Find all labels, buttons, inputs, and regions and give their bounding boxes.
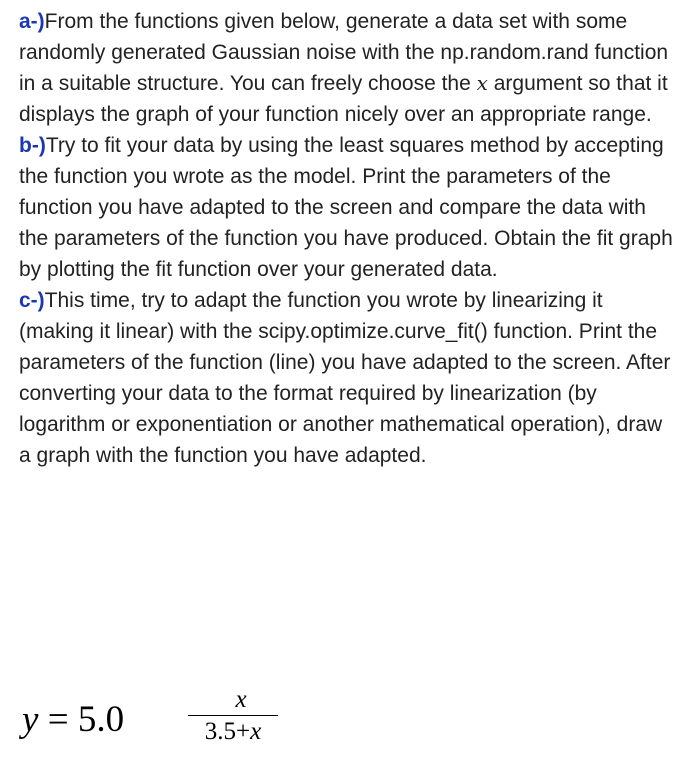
question-c xyxy=(19,285,679,471)
question-b xyxy=(19,130,679,285)
question-a-variable: x xyxy=(476,71,488,95)
formula-denominator-var: x xyxy=(250,718,262,745)
formula-denominator xyxy=(188,718,278,746)
question-text xyxy=(19,6,679,471)
question-b-text: Try to fit your data by using the least squares method by accepting the function you wrote as the model. Print the parameters of the function you have adapted to the screen and compare the data with the parameters of the function you have produced. Obtain the fit graph by plotting the fit function over your generated data. xyxy=(19,134,673,281)
question-a-text-after: argument so that it displays the graph of your function nicely over an appropriate range. xyxy=(19,72,668,126)
formula-y: y xyxy=(22,699,39,740)
question-a xyxy=(19,6,679,130)
question-a-text-before: From the functions given below, generate a data set with some randomly generated Gaussian noise with the np.random.rand function in a suitable structure. You can freely choose the xyxy=(19,10,669,95)
formula-numerator: x xyxy=(235,686,247,713)
question-c-text: This time, try to adapt the function you wrote by linearizing it (making it linear) with the scipy.optimize.curve_fit() function. Print the parameters of the function (line) you have adapted to the screen. After converting your data to the format required by linearization (by logarithm or exponentiation or another mathematical operation), draw a graph with the function you have adapted. xyxy=(19,289,671,467)
formula-fraction xyxy=(188,686,278,746)
formula-coefficient: 5.0 xyxy=(77,699,125,740)
formula-lhs xyxy=(22,698,124,741)
formula-equals: = xyxy=(38,699,78,740)
question-b-marker: b-) xyxy=(19,134,46,157)
formula-denominator-const: 3.5+ xyxy=(204,718,251,745)
question-a-marker: a-) xyxy=(19,10,45,33)
question-c-marker: c-) xyxy=(19,289,45,312)
fraction-bar xyxy=(188,715,278,716)
